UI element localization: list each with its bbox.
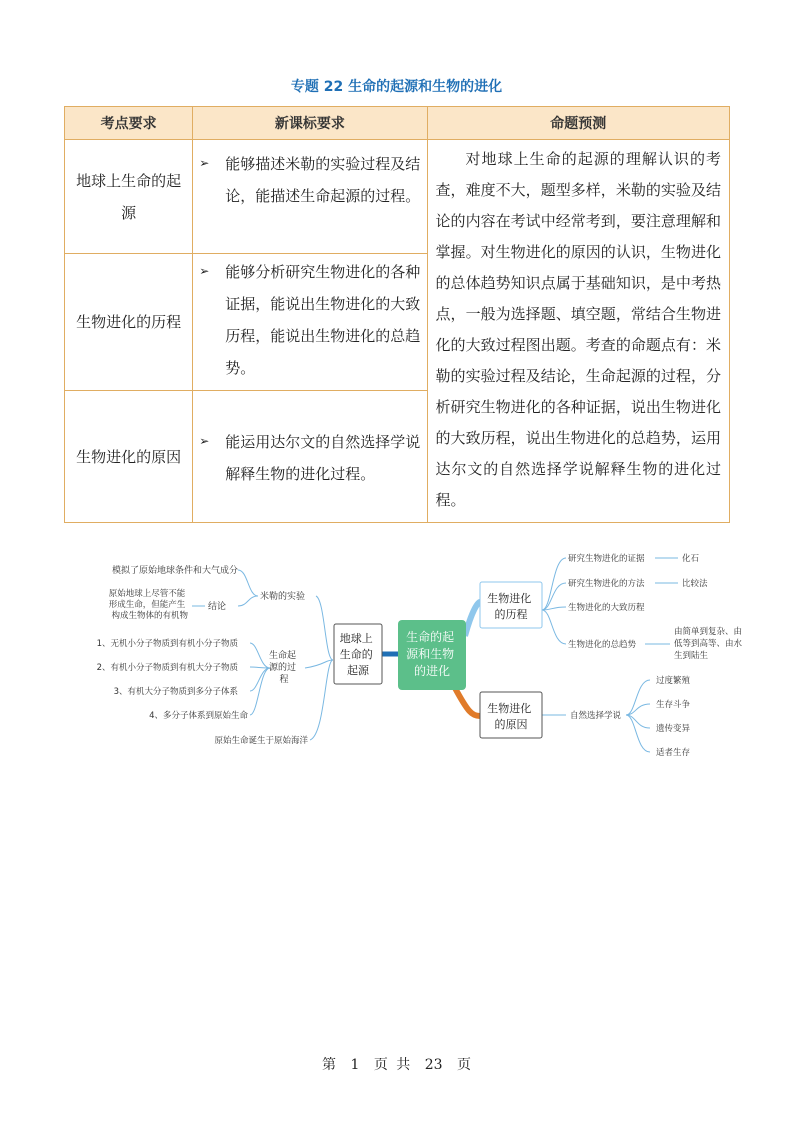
requirements-table bbox=[64, 106, 730, 523]
footer-suffix: 页 bbox=[457, 1057, 471, 1073]
footer-page: 1 bbox=[350, 1057, 360, 1073]
history-node bbox=[480, 582, 542, 628]
svg-text:由简单到复杂、由 低等到高等、由水 生到陆生: 由简单到复杂、由 低等到高等、由水 生到陆生 bbox=[674, 627, 743, 661]
fossil-label: 化石 bbox=[682, 554, 700, 564]
process-step: 3、有机大分子物质到多分子体系 bbox=[113, 687, 238, 697]
prediction-cell bbox=[427, 140, 729, 523]
row-requirement-cell bbox=[193, 140, 427, 254]
ns-item: 生存斗争 bbox=[656, 700, 691, 710]
ns-item: 适者生存 bbox=[656, 748, 691, 758]
row-requirement: 能够描述米勒的实验过程及结论，能描述生命起源的过程。 bbox=[225, 155, 421, 205]
simulate-label: 模拟了原始地球条件和大气成分 bbox=[111, 566, 238, 576]
row-requirement-cell bbox=[193, 391, 427, 523]
center-label: 生命的起 bbox=[406, 630, 455, 644]
center-label: 的进化 bbox=[413, 664, 451, 678]
row-requirement-cell bbox=[193, 254, 427, 391]
ocean-label: 原始生命诞生于原始海洋 bbox=[214, 736, 308, 746]
footer-prefix: 第 bbox=[321, 1057, 336, 1073]
table-row bbox=[65, 140, 730, 254]
method-label: 研究生物进化的方法 bbox=[568, 579, 645, 589]
header-exam-point: 考点要求 bbox=[65, 107, 193, 140]
trend-label: 生物进化的总趋势 bbox=[568, 640, 637, 650]
bullet-arrow-icon: ➢ bbox=[199, 156, 210, 170]
prediction-text: 对地球上生命的起源的理解认识的考查，难度不大，题型多样，米勒的实验及结论的内容在考试中经常考到，要注意理解和掌握。对生物进化的原因的认识，生物进化的总体趋势知识点属于基础知识，是中考热点，一般为选择题、填空题，常结合生物进化的大致过程图出题。考查的命题点有：米勒的实验过程及结论，生命起源的过程，分析研究生物进化的各种证据，说出生物进化的大致历程，说出生物进化的总趋势，运用达尔文的自然选择学说解释生物的进化过程。 bbox=[435, 150, 721, 509]
miller-label: 米勒的实验 bbox=[260, 592, 306, 602]
process-step: 1、无机小分子物质到有机小分子物质 bbox=[96, 639, 238, 649]
evidence-label: 研究生物进化的证据 bbox=[568, 554, 645, 564]
svg-text:生物进化 的原因: 生物进化 的原因 bbox=[487, 702, 532, 731]
process-overview-label: 生物进化的大致历程 bbox=[568, 603, 645, 613]
ns-item: 遗传变异 bbox=[656, 724, 691, 734]
conclusion-label: 结论 bbox=[208, 602, 227, 612]
footer-total: 23 bbox=[424, 1057, 443, 1073]
process-step: 4、多分子体系到原始生命 bbox=[149, 711, 248, 721]
table-header-row bbox=[65, 107, 730, 140]
row-requirement: 能够分析研究生物进化的各种证据，能说出生物进化的大致历程，能说出生物进化的总趋势。 bbox=[225, 263, 421, 377]
header-curriculum: 新课标要求 bbox=[193, 107, 427, 140]
footer-mid: 页 共 bbox=[373, 1057, 411, 1073]
svg-text:地球上 生命的 起源: 地球上 生命的 起源 bbox=[339, 632, 373, 677]
bullet-arrow-icon: ➢ bbox=[199, 264, 210, 278]
page-footer bbox=[0, 1054, 793, 1074]
center-label: 源和生物 bbox=[406, 647, 455, 661]
row-topic: 生物进化的历程 bbox=[65, 254, 193, 391]
natural-selection-label: 自然选择学说 bbox=[570, 711, 622, 721]
ns-item: 过度繁殖 bbox=[656, 676, 691, 686]
header-prediction: 命题预测 bbox=[427, 107, 729, 140]
row-topic: 地球上生命的起源 bbox=[65, 140, 193, 254]
compare-label: 比较法 bbox=[682, 579, 708, 589]
cause-node bbox=[480, 692, 542, 738]
process-label: 生命起 源的过 程 bbox=[269, 651, 297, 685]
mind-map bbox=[80, 540, 760, 770]
svg-text:原始地球上尽管不能 形成生命，但能产生 构成: 原始地球上尽管不能 形成生命，但能产生 构成生物体的有机物 bbox=[108, 589, 188, 621]
row-requirement: 能运用达尔文的自然选择学说解释生物的进化过程。 bbox=[225, 432, 421, 483]
page-title: 专题 22 生命的起源和生物的进化 bbox=[290, 79, 503, 95]
svg-text:生物进化 的历程: 生物进化 的历程 bbox=[487, 592, 532, 621]
row-topic: 生物进化的原因 bbox=[65, 391, 193, 523]
bullet-arrow-icon: ➢ bbox=[199, 433, 210, 448]
process-step: 2、有机小分子物质到有机大分子物质 bbox=[96, 663, 238, 673]
